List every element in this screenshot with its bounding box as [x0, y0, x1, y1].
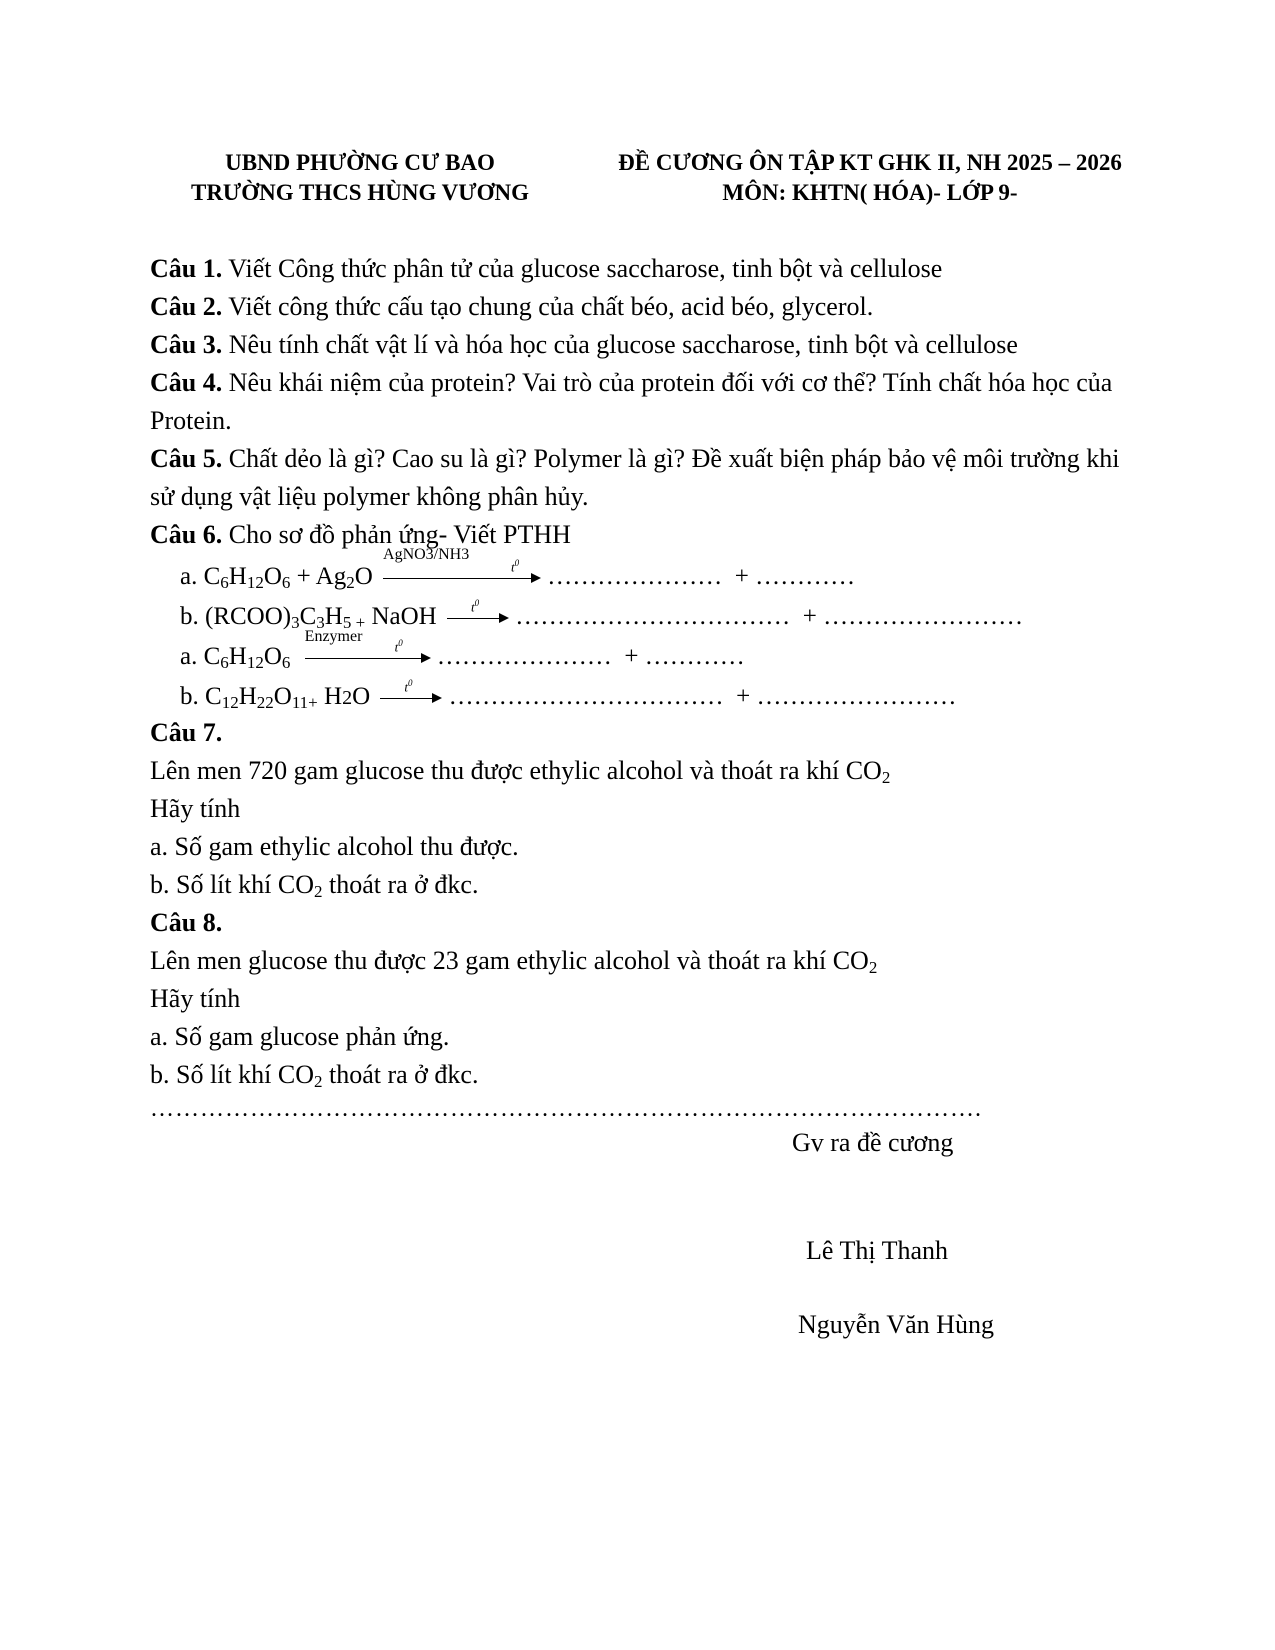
reaction-3 — [150, 628, 1150, 674]
question-5 — [150, 440, 1150, 516]
question-text: Nêu khái niệm của protein? Vai trò của protein đối với cơ thể? Tính chất hóa học của Protein. — [150, 368, 1113, 435]
reaction-label: b. — [180, 603, 199, 630]
document-title: ĐỀ CƯƠNG ÔN TẬP KT GHK II, NH 2025 – 2026 — [618, 150, 1122, 175]
reaction-label: a. — [180, 643, 198, 670]
temperature-symbol: t — [404, 679, 409, 695]
question-text: Lên men 720 gam glucose thu được ethylic alcohol và thoát ra khí CO — [150, 756, 882, 785]
reaction-arrow — [383, 546, 541, 596]
question-text: Viết Công thức phân tử của glucose saccharose, tinh bột và cellulose — [222, 254, 943, 283]
temperature-symbol: t — [470, 599, 475, 615]
question-text: Viết công thức cấu tạo chung của chất béo, acid béo, glycerol. — [228, 292, 874, 321]
question-label: Câu 6. — [150, 520, 223, 549]
question-label: Câu 2. — [150, 292, 223, 321]
question-label: Câu 3. — [150, 330, 223, 359]
question-7-part-b: b. Số lít khí $CO_2$ thoát ra ở đkc. — [150, 870, 479, 901]
question-text: b. Số lít khí CO — [150, 1060, 314, 1089]
question-label: Câu 4. — [150, 368, 223, 397]
question-8-line-2: Hãy tính — [150, 984, 241, 1013]
reaction-4 — [150, 674, 1150, 714]
school-name: TRƯỜNG THCS HÙNG VƯƠNG — [190, 180, 529, 205]
divider-dotted-line: ………………………………………………………………………………………. — [150, 1096, 982, 1122]
blank-product: …………………… — [756, 683, 957, 710]
temperature-mark: $t^0$ — [394, 638, 403, 655]
plus-sign: + — [734, 563, 749, 590]
question-7-line-1: Lên men 720 gam glucose thu được ethylic alcohol và thoát ra khí $CO_2$ — [150, 756, 891, 787]
question-text: thoát ra ở đkc. — [322, 1060, 479, 1089]
question-3 — [150, 326, 1150, 364]
district-name: UBND PHƯỜNG CƯ BAO — [225, 150, 495, 175]
reaction-condition: AgNO3/NH3 — [383, 546, 470, 563]
header-left — [150, 148, 570, 208]
question-8-part-b: b. Số lít khí $CO_2$ thoát ra ở đkc. — [150, 1060, 479, 1091]
question-2 — [150, 288, 1150, 326]
question-text: b. Số lít khí CO — [150, 870, 314, 899]
blank-product: ………………… — [436, 643, 612, 670]
signature-name-2: Nguyễn Văn Hùng — [798, 1310, 994, 1339]
signature-role: Gv ra đề cương — [792, 1128, 954, 1157]
question-label: Câu 5. — [150, 444, 223, 473]
question-7 — [150, 714, 1150, 752]
reaction-label: a. — [180, 563, 198, 590]
temperature-mark: $t^0$ — [404, 678, 413, 695]
reaction-body: b. $(RCOO)_3C_3H_{5 +}$ NaOH $t^0$ …………………………… + …………………… — [180, 598, 1023, 636]
question-8-part-a: a. Số gam glucose phản ứng. — [150, 1022, 450, 1051]
question-8-line-1: Lên men glucose thu được 23 gam ethylic alcohol và thoát ra khí $CO_2$ — [150, 946, 878, 977]
reaction-body: b. $C_{12}H_{22}O_{11+}$ H2O $t^0$ …………………………… + …………………… — [180, 678, 957, 716]
question-text: Cho sơ đồ phản ứng- Viết PTHH — [228, 520, 571, 549]
signature-name-1: Lê Thị Thanh — [806, 1236, 949, 1265]
question-label: Câu 1. — [150, 254, 223, 283]
reaction-2 — [150, 594, 1150, 634]
blank-product: ………… — [644, 643, 745, 670]
question-7-part-a: a. Số gam ethylic alcohol thu được. — [150, 832, 519, 861]
questions-body — [150, 250, 1150, 1094]
question-7-line-2: Hãy tính — [150, 794, 241, 823]
blank-product: ………………… — [547, 563, 723, 590]
reaction-condition: Enzymer — [304, 628, 363, 645]
reaction-1 — [150, 546, 1150, 594]
question-text: Lên men glucose thu được 23 gam ethylic alcohol và thoát ra khí CO — [150, 946, 869, 975]
temperature-mark: $t^0$ — [511, 558, 520, 575]
question-1 — [150, 250, 1150, 288]
temperature-symbol: t — [394, 639, 399, 655]
plus-sign: + — [736, 683, 751, 710]
plus-sign: + — [624, 643, 639, 670]
header-right — [590, 148, 1150, 208]
question-text: Chất dẻo là gì? Cao su là gì? Polymer là gì? Đề xuất biện pháp bảo vệ môi trường khi sử dụng vật liệu polymer không phân hủy. — [150, 444, 1120, 511]
blank-product: …………………… — [823, 603, 1024, 630]
question-label: Câu 7. — [150, 718, 223, 747]
reactant: NaOH — [365, 603, 437, 630]
temperature-symbol: t — [511, 559, 515, 575]
temperature-mark: $t^0$ — [470, 598, 480, 615]
question-text: thoát ra ở đkc. — [322, 870, 479, 899]
reaction-arrow — [380, 678, 442, 716]
question-6 — [150, 516, 1150, 554]
reaction-body: a. $C_6H_{12}O_6$ Enzymer $t^0$ ………………… + ………… — [180, 638, 745, 676]
plus-sign: + — [802, 603, 817, 630]
question-4 — [150, 364, 1150, 440]
reaction-body: a. $C_6H_{12}O_6 + Ag_2O$ AgNO3/NH3 $t^0$ ………………… + ………… — [180, 558, 855, 596]
question-label: Câu 8. — [150, 908, 223, 937]
blank-product: ………… — [755, 563, 856, 590]
blank-product: …………………………… — [515, 603, 791, 630]
reaction-arrow — [447, 598, 509, 636]
question-text: Nêu tính chất vật lí và hóa học của glucose saccharose, tinh bột và cellulose — [228, 330, 1018, 359]
reaction-label: b. — [180, 683, 199, 710]
question-8 — [150, 904, 1150, 942]
subject-line: MÔN: KHTN( HÓA)- LỚP 9- — [722, 180, 1018, 205]
blank-product: …………………………… — [448, 683, 724, 710]
